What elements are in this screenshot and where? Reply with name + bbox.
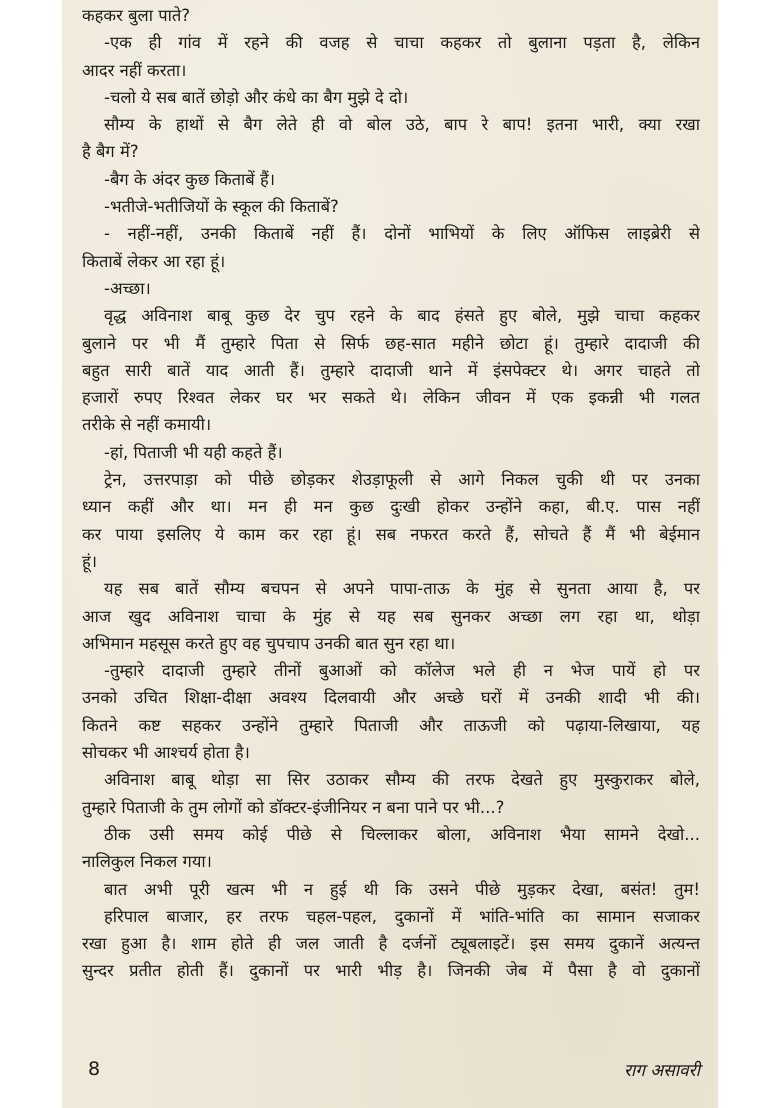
text-line: आज खुद अविनाश चाचा के मुंह से यह सब सुनकर अच्छा लग रहा था, थोड़ा	[82, 606, 700, 626]
text-line: ट्रेन, उत्तरपाड़ा को पीछे छोड़कर शेउड़ाफूली से आगे निकल चुकी थी पर उनका	[104, 470, 700, 490]
text-line: -एक ही गांव में रहने की वजह से चाचा कहकर तो बुलाना पड़ता है, लेकिन	[104, 33, 700, 53]
text-line: आदर नहीं करता।	[82, 60, 187, 80]
text-line: किताबें लेकर आ रहा हूं।	[82, 251, 226, 271]
text-line: सौम्य के हाथों से बैग लेते ही वो बोल उठे, बाप रे बाप! इतना भारी, क्या रखा	[104, 115, 700, 135]
text-line: अविनाश बाबू थोड़ा सा सिर उठाकर सौम्य की तरफ देखते हुए मुस्कुराकर बोले,	[104, 770, 700, 790]
text-line: है बैग में?	[82, 142, 139, 162]
book-title: राग असावरी	[623, 1061, 700, 1081]
text-line: हरिपाल बाजार, हर तरफ चहल-पहल, दुकानों में भांति-भांति का सामान सजाकर	[104, 906, 700, 926]
text-line: वृद्ध अविनाश बाबू कुछ देर चुप रहने के बाद हंसते हुए बोले, मुझे चाचा कहकर	[104, 306, 700, 326]
text-line: -हां, पिताजी भी यही कहते हैं।	[104, 442, 283, 462]
text-line: रखा हुआ है। शाम होते ही जल जाती है दर्जनों ट्यूबलाइटें। इस समय दुकानें अत्यन्त	[82, 934, 700, 954]
book-page	[62, 0, 718, 1108]
text-line: - नहीं-नहीं, उनकी किताबें नहीं हैं। दोनों भाभियों के लिए ऑफिस लाइब्रेरी से	[104, 224, 700, 244]
text-line: तुम्हारे पिताजी के तुम लोगों को डॉक्टर-इंजीनियर न बना पाने पर भी...?	[82, 797, 505, 817]
text-line: बुलाने पर भी मैं तुम्हारे पिता से सिर्फ छह-सात महीने छोटा हूं। तुम्हारे दादाजी की	[82, 333, 700, 353]
text-line: बहुत सारी बातें याद आती हैं। तुम्हारे दादाजी थाने में इंसपेक्टर थे। अगर चाहते तो	[82, 360, 700, 380]
text-line: -अच्छा।	[104, 278, 151, 298]
page-footer	[82, 1058, 700, 1088]
text-line: -बैग के अंदर कुछ किताबें हैं।	[104, 169, 275, 189]
text-line: -तुम्हारे दादाजी तुम्हारे तीनों बुआओं को कॉलेज भले ही न भेज पायें हो पर	[104, 661, 700, 681]
text-line: सुन्दर प्रतीत होती हैं। दुकानों पर भारी भीड़ है। जिनकी जेब में पैसा है वो दुकानों	[82, 961, 700, 981]
text-line: उनको उचित शिक्षा-दीक्षा अवश्य दिलवायी और अच्छे घरों में उनकी शादी भी की।	[82, 688, 700, 708]
text-line: हूं।	[82, 551, 98, 571]
body-text	[82, 2, 700, 985]
text-line: कितने कष्ट सहकर उन्होंने तुम्हारे पिताजी और ताऊजी को पढ़ाया-लिखाया, यह	[82, 715, 700, 735]
text-line: नालिकुल निकल गया।	[82, 852, 212, 872]
text-line: यह सब बातें सौम्य बचपन से अपने पापा-ताऊ के मुंह से सुनता आया है, पर	[104, 579, 700, 599]
page-number: 8	[88, 1058, 101, 1080]
text-line: अभिमान महसूस करते हुए वह चुपचाप उनकी बात सुन रहा था।	[82, 633, 456, 653]
text-line: -भतीजे-भतीजियों के स्कूल की किताबें?	[104, 197, 339, 217]
text-line: ठीक उसी समय कोई पीछे से चिल्लाकर बोला, अविनाश भैया सामने देखो...	[104, 824, 700, 844]
text-line: तरीके से नहीं कमायी।	[82, 415, 212, 435]
text-line: -चलो ये सब बातें छोड़ो और कंधे का बैग मुझे दे दो।	[104, 87, 409, 107]
text-line: बात अभी पूरी खत्म भी न हुई थी कि उसने पीछे मुड़कर देखा, बसंत! तुम!	[104, 879, 700, 899]
text-line: ध्यान कहीं और था। मन ही मन कुछ दुःखी होकर उन्होंने कहा, बी.ए. पास नहीं	[82, 497, 700, 517]
text-line: कहकर बुला पाते?	[82, 6, 191, 25]
text-line: कर पाया इसलिए ये काम कर रहा हूं। सब नफरत करते हैं, सोचते हैं मैं भी बेईमान	[82, 524, 700, 544]
text-line: सोचकर भी आश्चर्य होता है।	[82, 743, 250, 763]
text-line: हजारों रुपए रिश्वत लेकर घर भर सकते थे। लेकिन जीवन में एक इकन्नी भी गलत	[82, 388, 700, 408]
